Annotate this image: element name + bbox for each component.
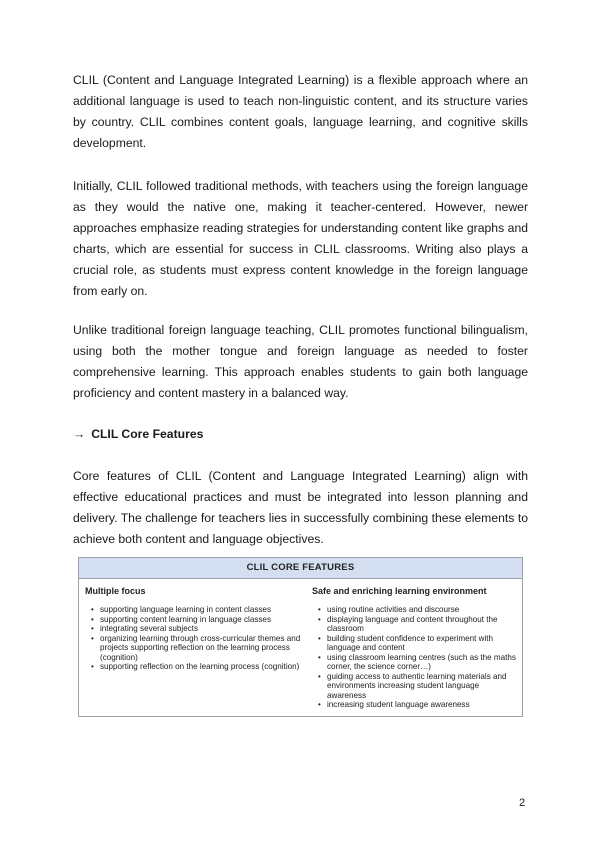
section-heading bbox=[73, 424, 203, 445]
paragraph-bilingualism: Unlike traditional foreign language teaching, CLIL promotes functional bilingualism, using both the mother tongue and foreign language as needed to foster comprehensive learning. This approach enables students to gain both language proficiency and content mastery in a balanced way. bbox=[73, 323, 528, 400]
right-arrow-icon: → bbox=[73, 427, 86, 441]
list-item: • organizing learning through cross-curricular themes and projects supporting reflection on the learning process (cognition) bbox=[89, 634, 307, 663]
list-item: • building student confidence to experiment with language and content bbox=[316, 634, 520, 653]
list-item: • increasing student language awareness bbox=[316, 700, 520, 710]
paragraph-intro: CLIL (Content and Language Integrated Learning) is a flexible approach where an additional language is used to teach non-linguistic content, and its structure varies by country. CLIL combines content goals, language learning, and cognitive skills development. bbox=[73, 73, 528, 150]
list-item: • supporting language learning in content classes bbox=[89, 605, 307, 615]
learning-environment-column bbox=[312, 586, 520, 710]
list-item: • supporting content learning in language classes bbox=[89, 615, 307, 625]
multiple-focus-list bbox=[85, 605, 307, 672]
column-title: Safe and enriching learning environment bbox=[312, 586, 487, 596]
paragraph-methods: Initially, CLIL followed traditional methods, with teachers using the foreign language as they would the native one, making it teacher-centered. However, newer approaches emphasize reading strategies for understanding content like graphs and charts, which are essential for success in CLIL classrooms. Writing also plays a crucial role, as students must express content knowledge in the foreign language from early on. bbox=[73, 179, 528, 298]
section-heading-text: CLIL Core Features bbox=[91, 427, 204, 441]
list-item: • using routine activities and discourse bbox=[316, 605, 520, 615]
table-title: CLIL CORE FEATURES bbox=[79, 558, 522, 579]
paragraph-core-features: Core features of CLIL (Content and Language Integrated Learning) align with effective educational practices and must be integrated into lesson planning and delivery. The challenge for teachers lies in successfully combining these elements to achieve both content and language objectives. bbox=[73, 469, 528, 546]
page-number: 2 bbox=[519, 797, 526, 809]
learning-environment-list bbox=[312, 605, 520, 710]
list-item: • displaying language and content throughout the classroom bbox=[316, 615, 520, 634]
list-item: • supporting reflection on the learning process (cognition) bbox=[89, 662, 307, 672]
list-item: • using classroom learning centres (such as the maths corner, the science corner…) bbox=[316, 653, 520, 672]
column-title: Multiple focus bbox=[85, 586, 146, 596]
multiple-focus-column bbox=[85, 586, 307, 672]
list-item: • integrating several subjects bbox=[89, 624, 307, 634]
core-features-table bbox=[78, 557, 523, 717]
list-item: • guiding access to authentic learning materials and environments increasing student language awareness bbox=[316, 672, 520, 701]
